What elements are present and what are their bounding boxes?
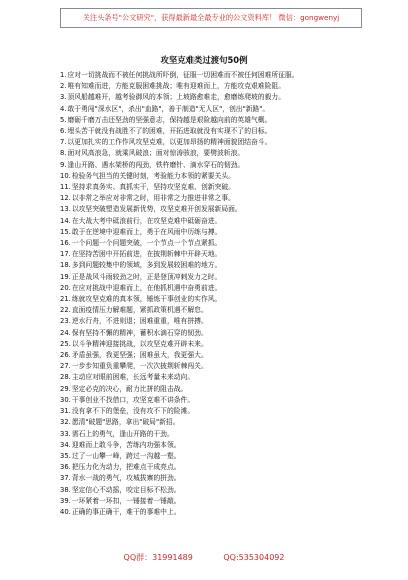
qq-group-text: QQ群：31991489 bbox=[123, 553, 193, 562]
item-number: 40. bbox=[60, 507, 71, 516]
item-number: 7. bbox=[60, 138, 67, 147]
item-text: 坚定必克的决心，耐力比拼的阻击战。 bbox=[71, 384, 188, 393]
list-item bbox=[60, 160, 358, 171]
list-item bbox=[60, 395, 358, 406]
list-item bbox=[60, 496, 358, 507]
item-text: 在坚持苦困中开拓前进，在披荆斩棘中开辟天地。 bbox=[71, 250, 222, 259]
list-item bbox=[60, 238, 358, 249]
item-number: 39. bbox=[60, 496, 71, 505]
list-item bbox=[60, 92, 358, 103]
list-item bbox=[60, 227, 358, 238]
item-text: 敢于在逆境中迎难而上，勇于在风雨中历练与搏。 bbox=[71, 227, 222, 236]
item-text: 一环紧着一环扣，一锤接着一锤敲。 bbox=[71, 496, 181, 505]
sentence-list bbox=[60, 70, 358, 518]
item-text: 在大战大考中砥浪前行，在攻坚克难中砥砺奋进。 bbox=[71, 216, 222, 225]
list-item bbox=[60, 361, 358, 372]
list-item bbox=[60, 193, 358, 204]
list-item bbox=[60, 328, 358, 339]
item-number: 34. bbox=[60, 440, 71, 449]
list-item bbox=[60, 372, 358, 383]
item-number: 23. bbox=[60, 317, 71, 326]
item-number: 37. bbox=[60, 474, 71, 483]
item-text: 正确的事正确干，难干的事难中上。 bbox=[71, 507, 181, 516]
item-text: 唯有知难而进，方能克服困难挑战；唯有迎难而上，方能攻克艰难险阻。 bbox=[67, 82, 285, 91]
contact-footer bbox=[0, 552, 408, 563]
item-number: 2. bbox=[60, 82, 67, 91]
item-text: 逆水行舟，不进则退；困难重重，唯有拼搏。 bbox=[71, 317, 208, 326]
list-item bbox=[60, 350, 358, 361]
item-text: 逢山开路、遇水架桥的闯劲，铁杵磨针、滴水穿石的韧劲。 bbox=[67, 160, 245, 169]
item-number: 13. bbox=[60, 205, 71, 214]
item-text: 保有坚持不懈的精神，蓄积水滴石穿的韧劲。 bbox=[71, 328, 208, 337]
promo-banner bbox=[60, 8, 362, 28]
document-title: 攻坚克难类过渡句50例 bbox=[160, 55, 248, 65]
item-text: 没有拿不下的堡垒，没有攻不下的险滩。 bbox=[71, 407, 195, 416]
item-number: 18. bbox=[60, 261, 71, 270]
item-number: 25. bbox=[60, 339, 71, 348]
item-text: 以斗争精神迎接挑战，以攻坚克难开辟未来。 bbox=[71, 339, 208, 348]
item-number: 17. bbox=[60, 250, 71, 259]
list-item bbox=[60, 70, 358, 81]
item-text: 多到问题较集中的领域，多到发展较困难的地方。 bbox=[71, 261, 222, 270]
list-item bbox=[60, 104, 358, 115]
item-number: 35. bbox=[60, 451, 71, 460]
item-text: 需石上的勇气，逢山开路的干劲。 bbox=[71, 429, 174, 438]
item-number: 36. bbox=[60, 463, 71, 472]
qq-text: QQ:535304092 bbox=[223, 553, 285, 562]
list-item bbox=[60, 507, 358, 518]
item-text: 正是战风斗雨较劲之时，正是登顶冲刺发力之时。 bbox=[71, 272, 222, 281]
list-item bbox=[60, 204, 358, 215]
item-number: 29. bbox=[60, 384, 71, 393]
item-number: 22. bbox=[60, 306, 71, 315]
list-item bbox=[60, 429, 358, 440]
item-text: 一步步知重负重攀爬，一次次披荆斩棘闯关。 bbox=[71, 362, 208, 371]
item-number: 28. bbox=[60, 373, 71, 382]
item-text: 面对风高浪急，就乘风破浪；面对惊涛骇浪，要劈波斩浪。 bbox=[67, 149, 245, 158]
list-item bbox=[60, 440, 358, 451]
item-text: 愿清"破题"思路，拿出"破局"新招。 bbox=[71, 418, 180, 427]
list-item bbox=[60, 148, 358, 159]
item-number: 15. bbox=[60, 227, 71, 236]
list-item bbox=[60, 406, 358, 417]
item-text: 以攻坚突破塑造发展新优势，攻坚克难开创发展新局面。 bbox=[71, 205, 242, 214]
item-number: 20. bbox=[60, 283, 71, 292]
item-number: 38. bbox=[60, 485, 71, 494]
list-item bbox=[60, 485, 358, 496]
item-text: 背水一战的勇气，攻城拔寨的拼劲。 bbox=[71, 474, 181, 483]
list-item bbox=[60, 283, 358, 294]
list-item bbox=[60, 115, 358, 126]
item-text: 把压力化为动力，把难点干成亮点。 bbox=[71, 463, 181, 472]
item-number: 1. bbox=[60, 71, 67, 79]
item-number: 5. bbox=[60, 115, 67, 124]
item-text: 坚定信心不动摇，咬定目标不松劲。 bbox=[71, 485, 181, 494]
item-number: 12. bbox=[60, 194, 71, 203]
item-number: 24. bbox=[60, 328, 71, 337]
item-number: 26. bbox=[60, 351, 71, 360]
list-item bbox=[60, 171, 358, 182]
item-text: 干事创业不找借口，攻坚克难不讲条件。 bbox=[71, 395, 195, 404]
item-text: 一个问题一个问题突破，一个节点一个节点紧抓。 bbox=[71, 239, 222, 248]
list-item bbox=[60, 339, 358, 350]
list-item bbox=[60, 272, 358, 283]
item-text: 坚持求真务实、真抓实干，坚持攻坚克难、创新突破。 bbox=[71, 183, 235, 192]
item-number: 6. bbox=[60, 127, 67, 136]
list-item bbox=[60, 462, 358, 473]
item-text: 练就攻坚克难的真本领，锤炼干事创业的实作风。 bbox=[71, 295, 222, 304]
item-number: 19. bbox=[60, 272, 71, 281]
item-text: 应对一切挑战而不被任何挑战所吓倒，征服一切困难而不被任何困难所征服。 bbox=[67, 71, 299, 79]
item-number: 16. bbox=[60, 239, 71, 248]
list-item bbox=[60, 260, 358, 271]
item-text: 检验务气担当的关键时刻，考验能力本领的紧要关头。 bbox=[71, 171, 235, 180]
list-item bbox=[60, 182, 358, 193]
item-text: 顶风船越难开，越考验御风的本领；上坡路愈难走，愈磨练爬坡的毅力。 bbox=[67, 93, 285, 102]
item-number: 3. bbox=[60, 93, 67, 102]
item-number: 27. bbox=[60, 362, 71, 371]
item-text: 过了一山攀一峰，跨过一沟越一壑。 bbox=[71, 451, 181, 460]
item-text: 敢于勇闯"深水区"，杀出"血路"，善于制造"无人区"，创出"新路"。 bbox=[67, 104, 270, 113]
list-item bbox=[60, 126, 358, 137]
item-text: 矛盾虽强，我更坚强；困难虽大，我更强大。 bbox=[71, 351, 208, 360]
promo-banner-text: 关注头条号"公文研究"，获得最新最全最专业的公文资料库！ 微信：gongwenyj bbox=[82, 13, 340, 22]
item-number: 10. bbox=[60, 171, 71, 180]
list-item bbox=[60, 137, 358, 148]
list-item bbox=[60, 81, 358, 92]
item-text: 埋头苦干就没有战胜不了的困难，开拓进取就没有实现不了的目标。 bbox=[67, 127, 272, 136]
item-number: 31. bbox=[60, 407, 71, 416]
list-item bbox=[60, 451, 358, 462]
list-item bbox=[60, 384, 358, 395]
item-number: 30. bbox=[60, 395, 71, 404]
item-number: 8. bbox=[60, 149, 67, 158]
list-item bbox=[60, 216, 358, 227]
item-number: 11. bbox=[60, 183, 71, 192]
list-item bbox=[60, 417, 358, 428]
item-text: 直面疫情压力解难题，紧抓政策机遇不解怠。 bbox=[71, 306, 208, 315]
list-item bbox=[60, 294, 358, 305]
item-number: 4. bbox=[60, 104, 67, 113]
item-text: 以更加扎实的工作作风攻坚克难，以更加昂扬的精神面貌团结奋斗。 bbox=[67, 138, 272, 147]
item-number: 21. bbox=[60, 295, 71, 304]
list-item bbox=[60, 473, 358, 484]
item-text: 以非常之举应对非常之时，用非常之力推进非常之事。 bbox=[71, 194, 235, 203]
item-number: 33. bbox=[60, 429, 71, 438]
list-item bbox=[60, 316, 358, 327]
item-text: 迎难而上敢斗争，苦练内功强本领。 bbox=[71, 440, 181, 449]
item-number: 14. bbox=[60, 216, 71, 225]
item-text: 磨砺千磨万击还坚劲的坚强意志，保持越是艰险越向前的英雄气概。 bbox=[67, 115, 272, 124]
list-item bbox=[60, 249, 358, 260]
item-number: 9. bbox=[60, 160, 67, 169]
item-text: 在应对挑战中迎难而上，在他抓机遇中奋勇前进。 bbox=[71, 283, 222, 292]
item-number: 32. bbox=[60, 418, 71, 427]
item-text: 主动应对眼前困难，长远考量未来动向。 bbox=[71, 373, 195, 382]
list-item bbox=[60, 305, 358, 316]
